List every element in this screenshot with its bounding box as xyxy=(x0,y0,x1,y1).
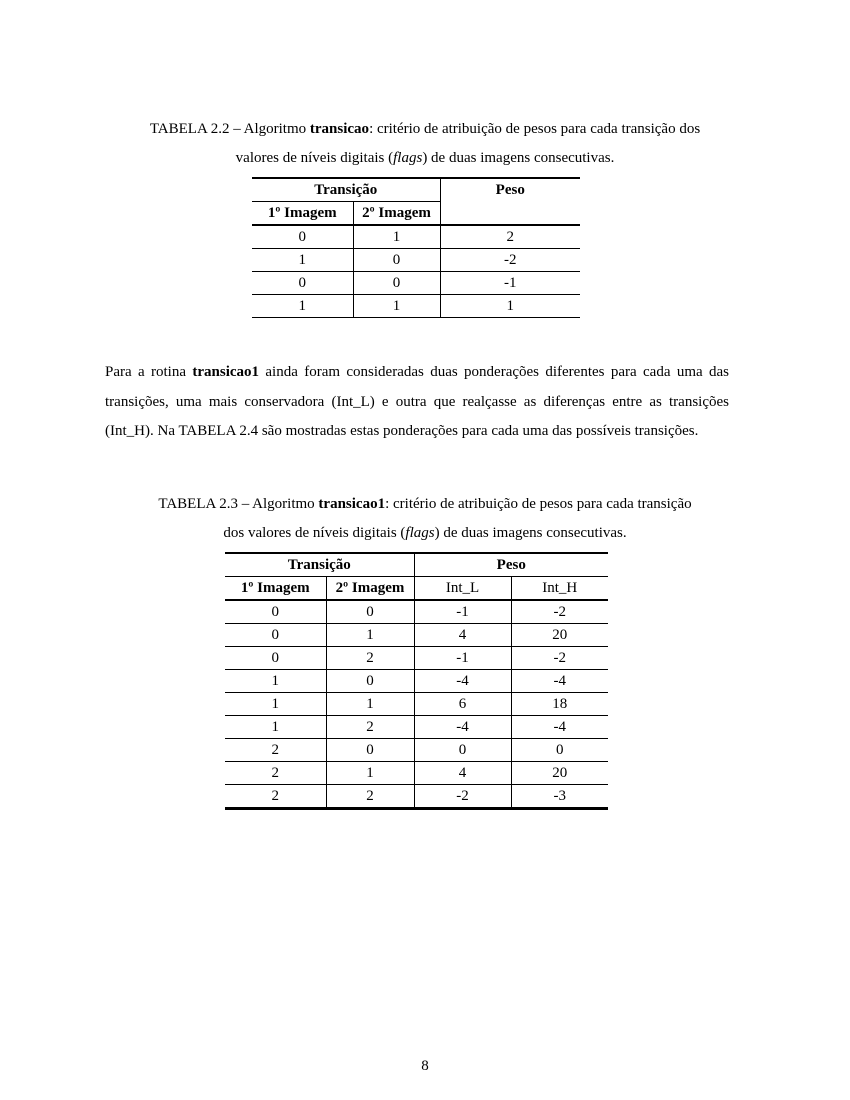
table-cell: -2 xyxy=(511,647,608,670)
table-cell: 0 xyxy=(225,624,326,647)
table-cell: 2 xyxy=(326,716,414,739)
caption-text: dos valores de níveis digitais ( xyxy=(223,525,406,541)
algorithm-name: transicao xyxy=(309,121,370,137)
header-peso: Peso xyxy=(414,553,608,577)
table-cell: 1 xyxy=(252,249,353,272)
caption-text: valores de níveis digitais ( xyxy=(235,150,394,166)
table-body xyxy=(225,600,608,809)
table-cell: 0 xyxy=(511,739,608,762)
paragraph-text: Para a rotina xyxy=(105,364,193,380)
table-row xyxy=(225,600,608,624)
table-2-3 xyxy=(225,552,608,810)
table-2-3-caption xyxy=(100,490,750,548)
header-transicao: Transição xyxy=(225,553,414,577)
table-cell: 2 xyxy=(440,225,580,249)
table-cell: 6 xyxy=(414,693,511,716)
table-cell: 2 xyxy=(225,739,326,762)
table-cell: 0 xyxy=(326,600,414,624)
table-cell: 2 xyxy=(326,647,414,670)
table-2-2 xyxy=(252,177,580,318)
header-img1: 1º Imagem xyxy=(252,202,353,226)
table-cell: 1 xyxy=(353,225,440,249)
table-cell: 1 xyxy=(326,762,414,785)
table-cell: -1 xyxy=(414,647,511,670)
page-number: 8 xyxy=(421,1058,429,1074)
caption-text: TABELA 2.2 – Algoritmo xyxy=(149,121,310,137)
header-img2: 2º Imagem xyxy=(353,202,440,226)
table-cell: 1 xyxy=(326,693,414,716)
table-cell: 4 xyxy=(414,762,511,785)
table-cell: 1 xyxy=(440,295,580,318)
table-cell: 0 xyxy=(353,272,440,295)
table-cell: 0 xyxy=(353,249,440,272)
table-row xyxy=(252,249,580,272)
table-cell: -1 xyxy=(414,600,511,624)
table-cell: 2 xyxy=(225,785,326,809)
caption-italic: flags xyxy=(393,150,423,166)
header-img2: 2º Imagem xyxy=(326,577,414,601)
table-cell: 20 xyxy=(511,762,608,785)
table-cell: -4 xyxy=(511,716,608,739)
table-cell: 0 xyxy=(252,225,353,249)
table-row xyxy=(225,624,608,647)
table-row xyxy=(225,693,608,716)
table-cell: 1 xyxy=(326,624,414,647)
table-cell: 1 xyxy=(252,295,353,318)
caption-italic: flags xyxy=(405,525,435,541)
table-cell: 1 xyxy=(353,295,440,318)
table-cell: -2 xyxy=(511,600,608,624)
table-cell: -4 xyxy=(414,716,511,739)
header-img1: 1º Imagem xyxy=(225,577,326,601)
table-cell: 0 xyxy=(225,600,326,624)
table-cell: -1 xyxy=(440,272,580,295)
caption-text: ) de duas imagens consecutivas. xyxy=(422,150,615,166)
table-row xyxy=(225,762,608,785)
routine-name: transicao1 xyxy=(192,364,260,380)
table-row xyxy=(225,739,608,762)
table-2-2-caption xyxy=(100,115,750,173)
caption-text: TABELA 2.3 – Algoritmo xyxy=(158,496,319,512)
table-row xyxy=(225,785,608,809)
table-row xyxy=(225,716,608,739)
table-cell: 4 xyxy=(414,624,511,647)
table-cell: 0 xyxy=(414,739,511,762)
table-cell: 18 xyxy=(511,693,608,716)
table-cell: 0 xyxy=(225,647,326,670)
header-int-l: Int_L xyxy=(414,577,511,601)
table-cell: 20 xyxy=(511,624,608,647)
table-row xyxy=(252,225,580,249)
header-empty xyxy=(440,202,580,226)
header-peso: Peso xyxy=(440,178,580,202)
paragraph-text: ainda foram consideradas duas ponderações diferentes para cada uma das transições, uma mais conservadora (Int_L) e outra que realçasse as diferenças entre as transições (Int_H). Na TABELA 2.4 são mostradas estas ponderações para cada uma das possíveis transições. xyxy=(105,364,729,439)
table-row xyxy=(252,272,580,295)
table-cell: -4 xyxy=(511,670,608,693)
table-cell: 2 xyxy=(326,785,414,809)
table-row xyxy=(252,295,580,318)
body-paragraph xyxy=(105,358,729,447)
table-cell: -3 xyxy=(511,785,608,809)
table-cell: 0 xyxy=(326,670,414,693)
table-cell: 2 xyxy=(225,762,326,785)
table-row xyxy=(225,670,608,693)
table-cell: 1 xyxy=(225,670,326,693)
table-cell: -4 xyxy=(414,670,511,693)
table-cell: 0 xyxy=(252,272,353,295)
algorithm-name: transicao1 xyxy=(318,496,386,512)
table-cell: 0 xyxy=(326,739,414,762)
header-int-h: Int_H xyxy=(511,577,608,601)
table-cell: 1 xyxy=(225,716,326,739)
table-row xyxy=(225,647,608,670)
caption-text: ) de duas imagens consecutivas. xyxy=(434,525,627,541)
table-cell: -2 xyxy=(414,785,511,809)
header-transicao: Transição xyxy=(252,178,440,202)
table-cell: -2 xyxy=(440,249,580,272)
caption-text: : critério de atribuição de pesos para cada transição xyxy=(385,496,692,512)
table-cell: 1 xyxy=(225,693,326,716)
caption-text: : critério de atribuição de pesos para cada transição dos xyxy=(369,121,701,137)
